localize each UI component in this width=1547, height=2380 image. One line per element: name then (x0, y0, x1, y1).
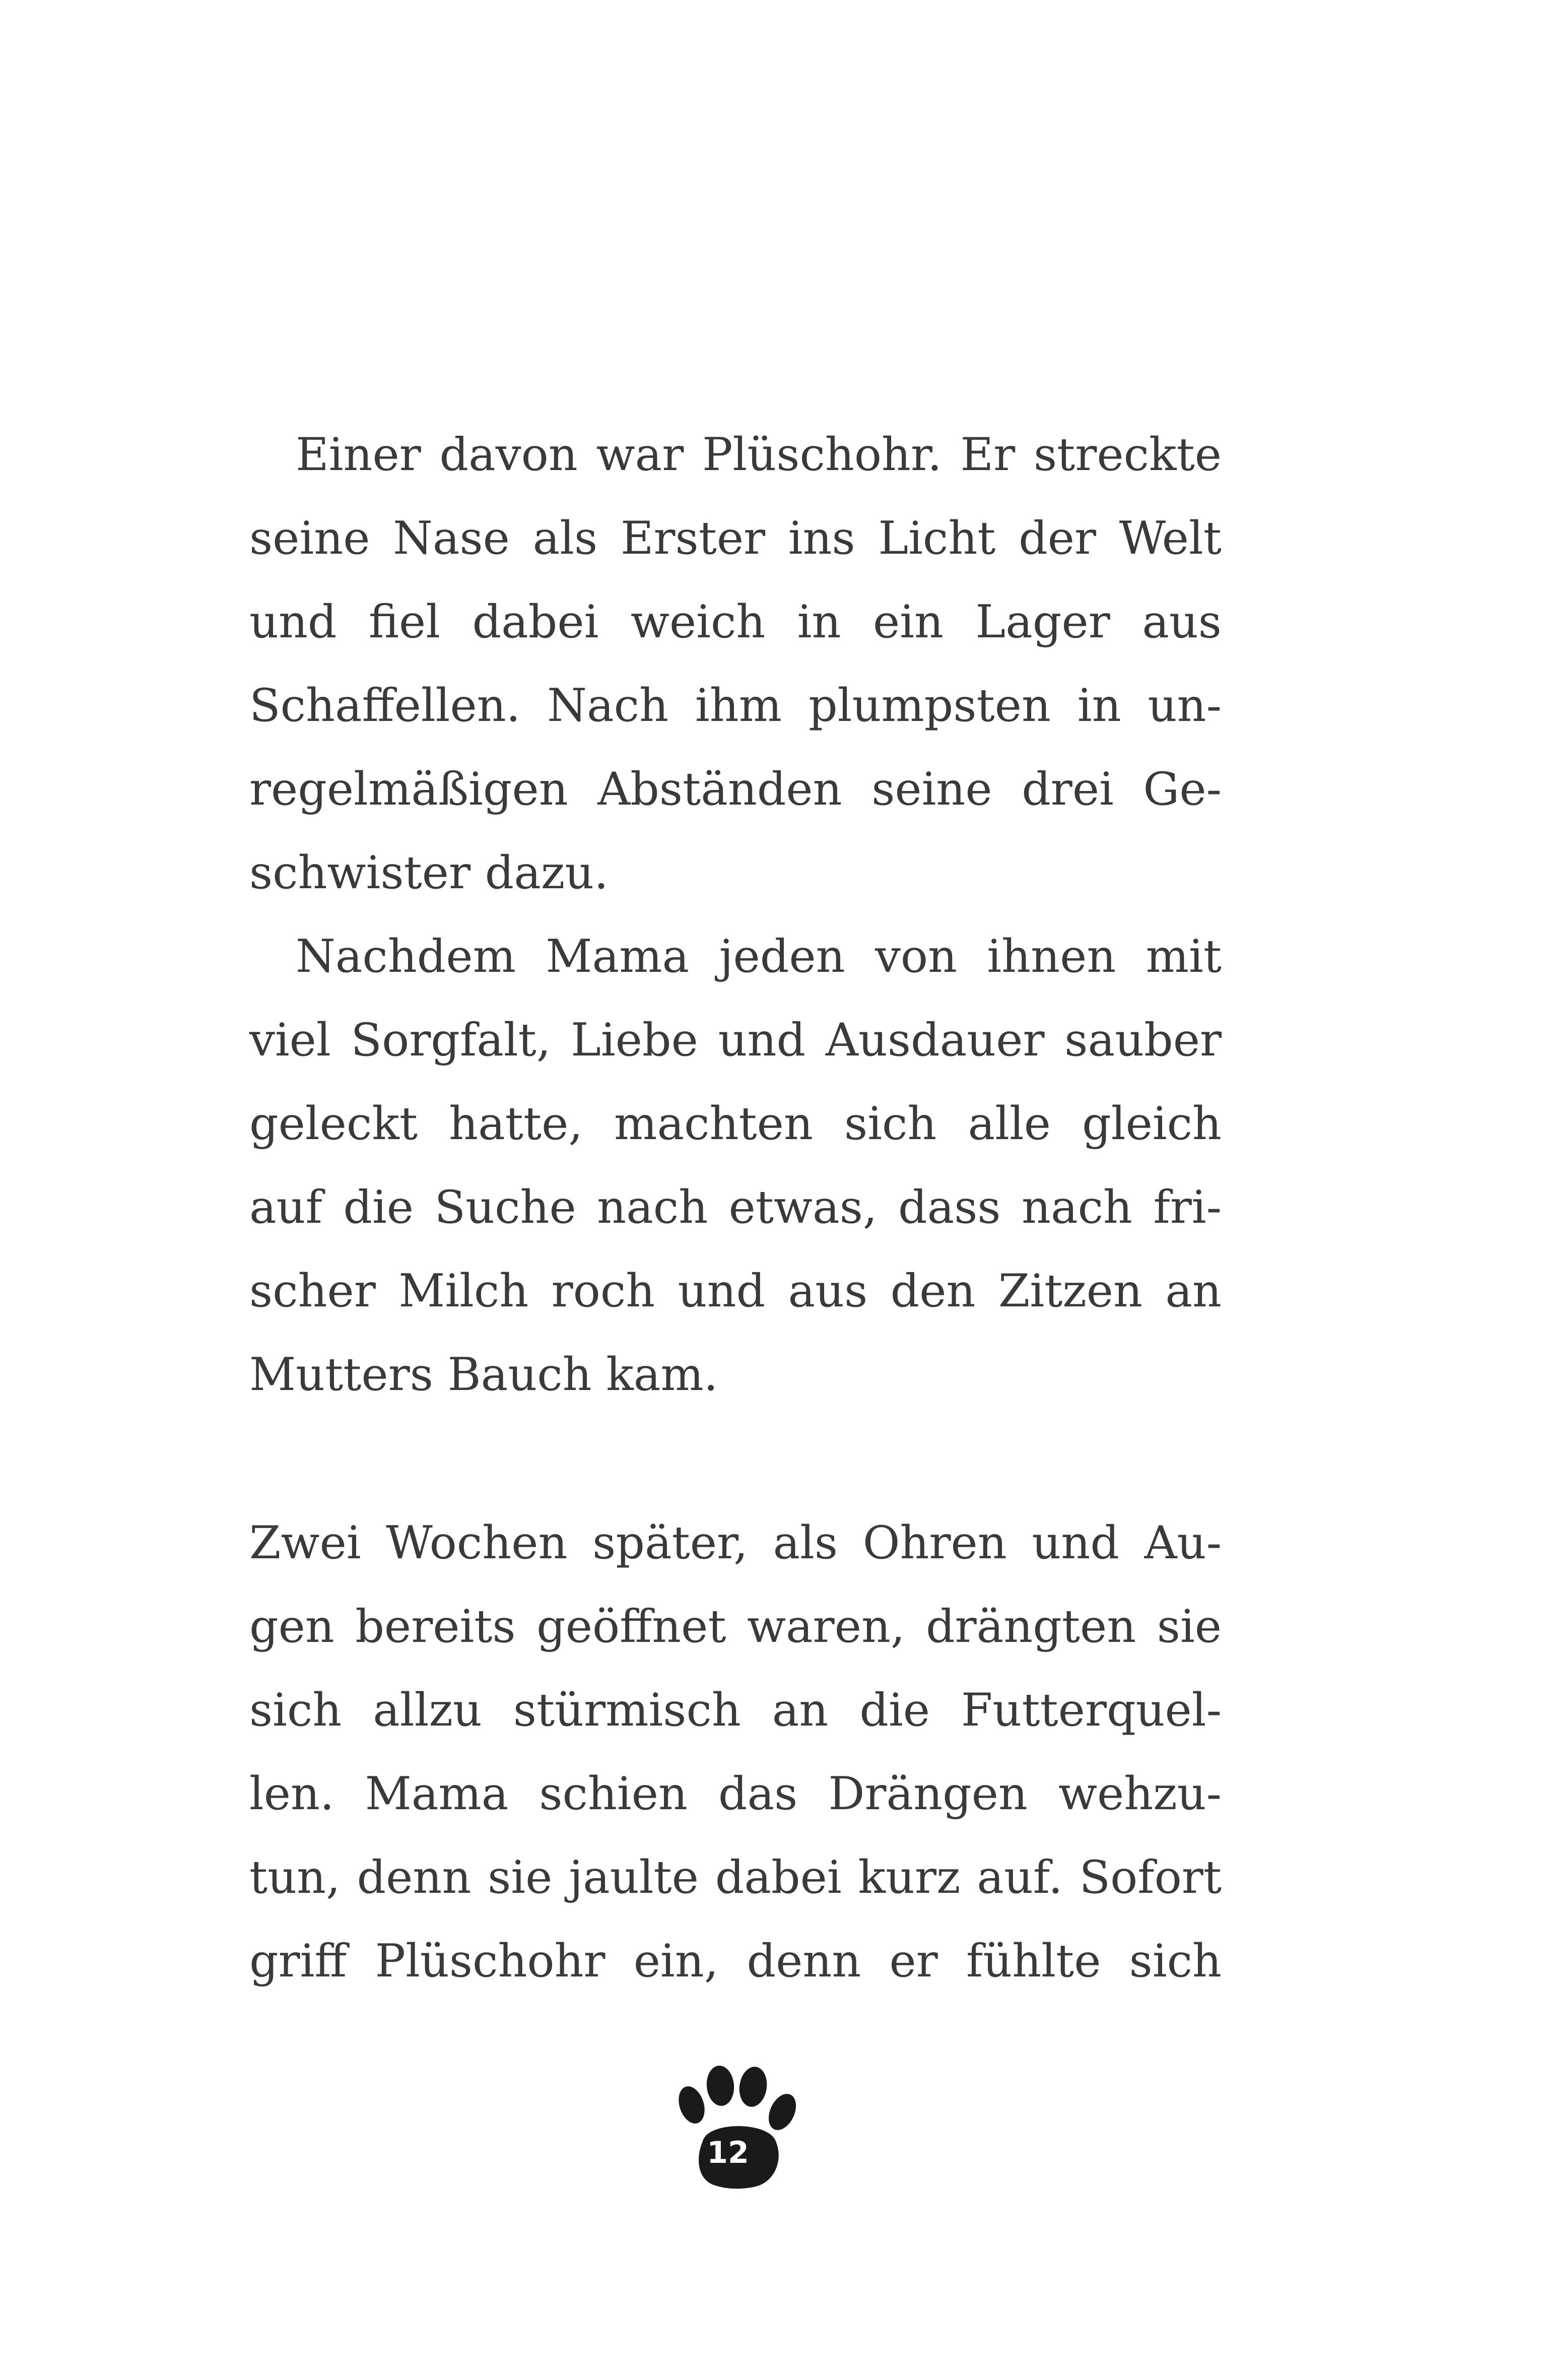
paragraph-2-line-1: Nachdem Mama jeden von ihnen mit (296, 930, 1222, 983)
paw-toe-4 (763, 2089, 801, 2134)
paragraph-3-line-6: griff Plüschohr ein, denn er fühlte sich (249, 1935, 1222, 1988)
paragraph-2-line-2: viel Sorgfalt, Liebe und Ausdauer sauber (249, 1014, 1222, 1067)
paragraph-1-line-5: regelmäßigen Abständen seine drei Ge- (249, 763, 1222, 816)
text-block-top (249, 413, 1222, 1417)
paragraph-2-line-5: scher Milch roch und aus den Zitzen an (249, 1265, 1222, 1317)
paragraph-1-line-3: und fiel dabei weich in ein Lager aus (249, 596, 1222, 648)
paragraph-3-line-3: sich allzu stürmisch an die Futterquel- (249, 1684, 1222, 1737)
paragraph-1-line-6: schwister dazu. (249, 846, 609, 899)
paragraph-2-line-4: auf die Suche nach etwas, dass nach fri- (249, 1181, 1222, 1234)
paragraph-3-line-2: gen bereits geöffnet waren, drängten sie (249, 1600, 1222, 1653)
paw-toe-3 (737, 2066, 770, 2108)
paragraph-1-line-2: seine Nase als Erster ins Licht der Welt (249, 512, 1222, 565)
paragraph-2-line-3: geleckt hatte, machten sich alle gleich (249, 1097, 1222, 1150)
paw-toe-1 (674, 2083, 709, 2127)
paragraph-1-line-4: Schaffellen. Nach ihm plumpsten in un- (249, 679, 1222, 732)
paragraph-1-line-1: Einer davon war Plüschohr. Er streckte (296, 428, 1222, 481)
text-block-bottom (249, 1501, 1222, 2003)
paragraph-3-line-4: len. Mama schien das Drängen wehzu- (249, 1767, 1222, 1820)
paragraph-2-line-6: Mutters Bauch kam. (249, 1348, 718, 1401)
paragraph-3-line-1: Zwei Wochen später, als Ohren und Au- (249, 1516, 1222, 1569)
paragraph-3-line-5: tun, denn sie jaulte dabei kurz auf. Sofort (249, 1851, 1222, 1904)
page-number: 12 (707, 2135, 749, 2170)
paw-toe-2 (705, 2066, 736, 2107)
